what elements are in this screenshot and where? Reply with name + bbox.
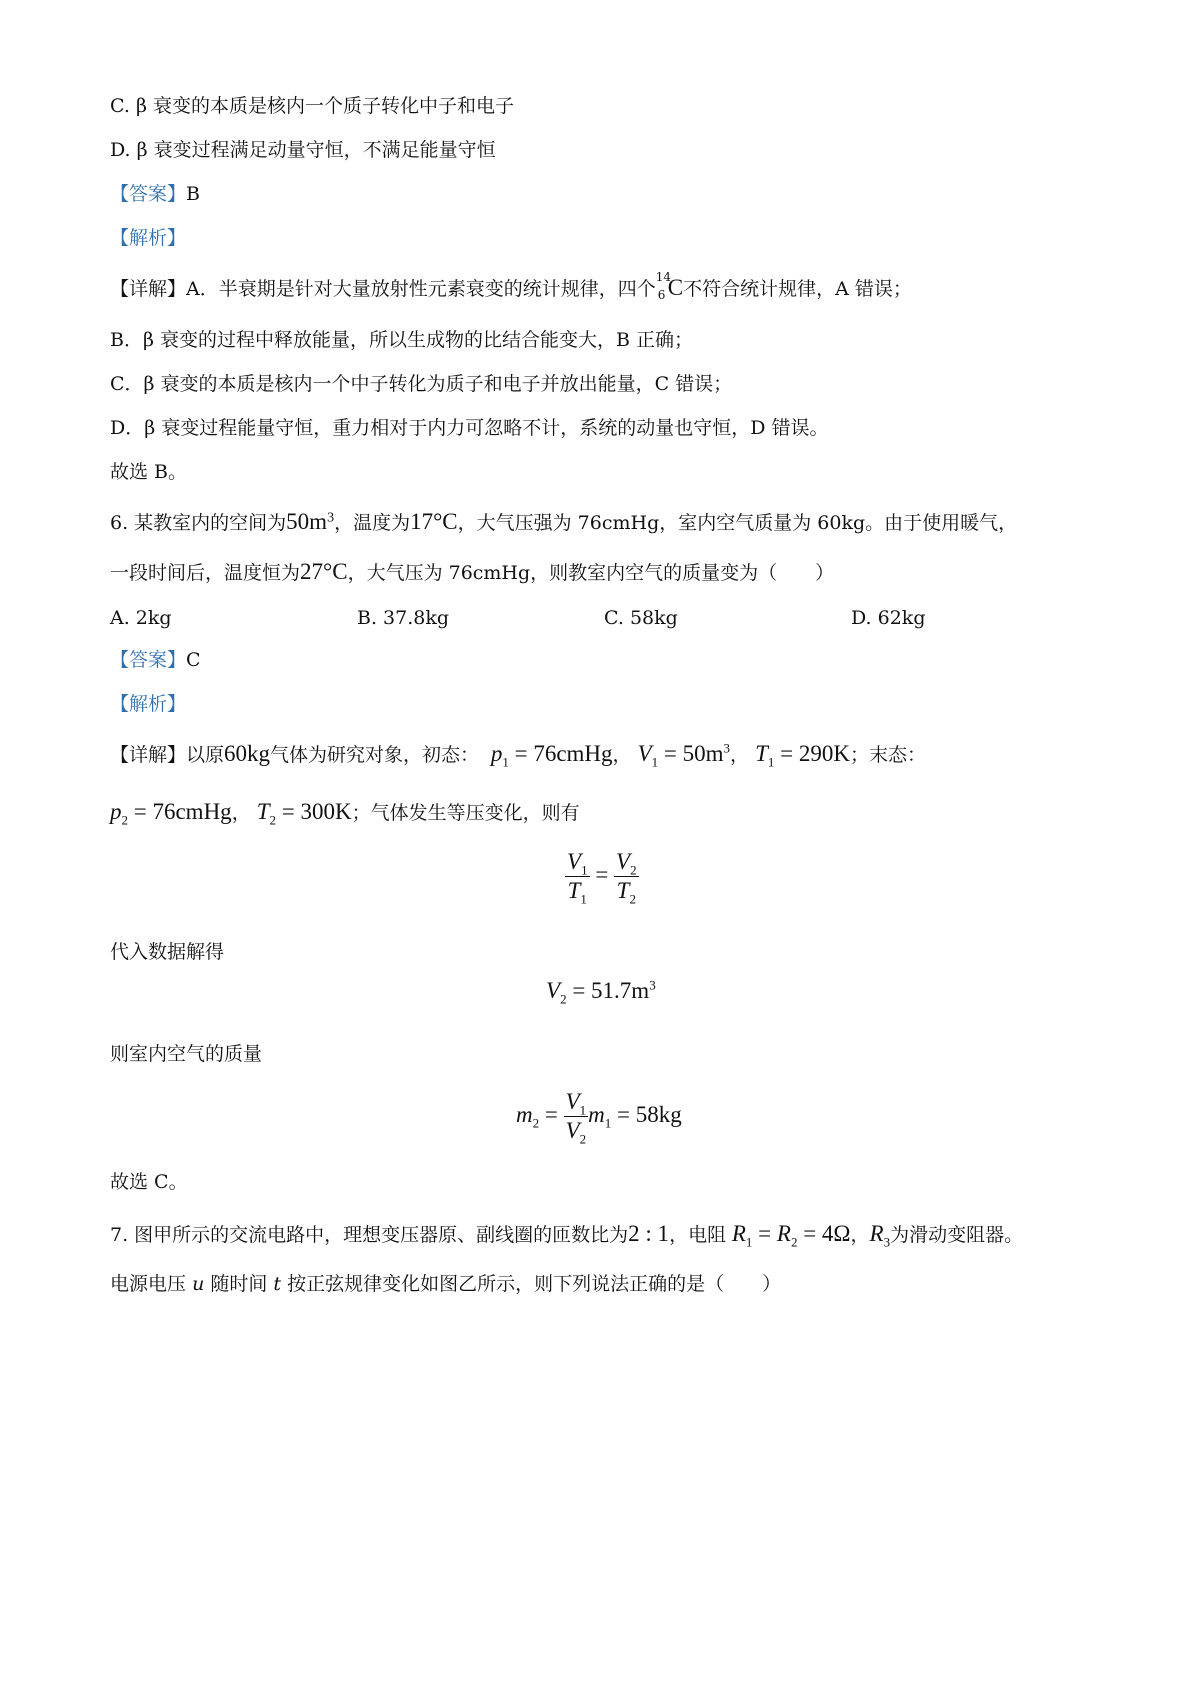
var-t: T (755, 741, 768, 766)
t1-equation (755, 741, 850, 770)
sub-1: 1 (767, 754, 775, 770)
q5-detail-a-tail: 不符合统计规律，A 错误； (683, 278, 912, 300)
var-t: t (273, 1273, 282, 1295)
separator: ， (612, 744, 632, 766)
sub-2: 2 (629, 891, 636, 907)
sub-2: 2 (269, 812, 277, 828)
detail-tag: 【详解】 (110, 744, 187, 766)
q7-stem-text: 为滑动变阻器。 (890, 1224, 1024, 1246)
q5-answer: B (186, 183, 200, 205)
sub-1: 1 (604, 1115, 612, 1131)
equals-sign: = (544, 1101, 558, 1127)
t1-value: = 290K (774, 741, 850, 766)
sub-1: 1 (580, 891, 587, 907)
sub-2: 2 (579, 1131, 587, 1147)
fraction-v2-t2 (614, 848, 639, 905)
answer-tag: 【答案】 (110, 183, 187, 205)
q6-temperature-2: 27°C (300, 559, 348, 584)
q6-answer: C (186, 649, 201, 671)
q6-answer-line (110, 646, 201, 674)
sub-1: 1 (651, 754, 659, 770)
separator: ， (850, 1224, 870, 1246)
t2-value: = 300K (276, 799, 352, 824)
sub-1: 1 (502, 754, 509, 770)
q7-stem-text: 随时间 (210, 1273, 268, 1295)
var-t: T (256, 799, 270, 824)
q6-analysis-tag: 【解析】 (110, 693, 187, 715)
q5-detail-b: B．β 衰变的过程中释放能量，所以生成物的比结合能变大，B 正确； (110, 329, 693, 351)
gas-law-equation (565, 848, 639, 905)
sup-3: 3 (649, 977, 656, 993)
fraction-v1-t1 (565, 848, 590, 905)
q6-option-d: D. 62kg (851, 607, 926, 629)
q6-initial-mass: 60kg (224, 741, 271, 766)
separator: ； (351, 802, 371, 824)
sub-2: 2 (630, 862, 637, 878)
q6-volume: 50m (286, 509, 328, 534)
q7-stem-line1 (110, 1220, 1023, 1249)
p2-value: = 76cmHg (128, 799, 232, 824)
nuclide-mass-number: 14 (655, 270, 672, 284)
var-v: V (565, 1118, 580, 1143)
q6-detail-text: 气体发生等压变化，则有 (370, 802, 580, 824)
q5-answer-line (110, 180, 200, 208)
var-r: R (731, 1221, 746, 1246)
r3-symbol (869, 1221, 891, 1250)
equals-sign: = (752, 1221, 777, 1246)
q6-stem-text: ，温度为 (334, 512, 411, 534)
q6-stem-text: 6. 某教室内的空间为 (110, 512, 287, 534)
p1-equation (485, 741, 613, 770)
equals-sign: = (595, 861, 609, 887)
var-t: T (616, 878, 630, 903)
nuclide-notation (655, 270, 672, 302)
q6-end-state-label: 末态： (869, 744, 927, 766)
answer-tag: 【答案】 (110, 649, 187, 671)
t2-equation (256, 799, 352, 828)
var-v: V (565, 1089, 580, 1114)
var-m: m (516, 1101, 533, 1127)
sub-3: 3 (883, 1234, 891, 1250)
q5-detail-c: C．β 衰变的本质是核内一个中子转化为质子和电子并放出能量，C 错误； (110, 373, 733, 395)
sub-1: 1 (745, 1234, 753, 1250)
q7-turns-ratio: 2 : 1 (628, 1221, 670, 1246)
detail-tag: 【详解】 (110, 278, 187, 300)
q6-volume-exponent: 3 (327, 510, 335, 526)
r1-r2-equation (726, 1221, 851, 1250)
v2-value: = 51.7m (566, 978, 650, 1003)
m2-value: = 58kg (611, 1101, 682, 1127)
sup-3: 3 (723, 740, 731, 756)
q6-detail-text: 以原 (186, 744, 225, 766)
q6-option-a: A. 2kg (110, 607, 172, 629)
q6-stem-line2 (110, 558, 834, 587)
q7-stem-text: 电源电压 (110, 1273, 187, 1295)
q6-stem-line1 (110, 508, 1017, 537)
q5-analysis-tag: 【解析】 (110, 227, 187, 249)
q5-option-d: D. β 衰变过程满足动量守恒，不满足能量守恒 (110, 139, 496, 161)
q6-stem-text: ，大气压强为 76cmHg，室内空气质量为 60kg。由于使用暖气， (457, 512, 1018, 534)
nuclide-symbol: C (667, 275, 684, 300)
q6-conclusion: 故选 C。 (110, 1171, 188, 1193)
var-v: V (567, 849, 582, 874)
var-t: T (567, 878, 581, 903)
var-r: R (869, 1221, 884, 1246)
var-v: V (616, 849, 631, 874)
resistance-value: = 4Ω (797, 1221, 851, 1246)
separator: ， (730, 744, 750, 766)
q7-stem-text: 按正弦规律变化如图乙所示，则下列说法正确的是（ ） (287, 1273, 782, 1295)
p1-value: = 76cmHg (508, 741, 613, 766)
var-v: V (546, 978, 561, 1003)
var-r: R (776, 1221, 791, 1246)
v1-value: = 50m (658, 741, 724, 766)
sub-2: 2 (121, 812, 128, 828)
q6-detail-line2 (110, 798, 580, 827)
p2-equation (110, 799, 232, 828)
sub-1: 1 (579, 1102, 587, 1118)
v2-result-equation (546, 977, 656, 1007)
q7-stem-text: ，电阻 (669, 1224, 727, 1246)
sub-2: 2 (790, 1234, 798, 1250)
v1-equation (637, 740, 731, 770)
fraction-v1-v2 (564, 1088, 589, 1145)
q6-mass-text: 则室内空气的质量 (110, 1043, 263, 1065)
q6-option-b: B. 37.8kg (357, 607, 450, 629)
q6-stem-text: 一段时间后，温度恒为 (110, 562, 301, 584)
q6-detail-text: 气体为研究对象，初态： (270, 744, 480, 766)
var-p: p (490, 741, 503, 766)
q6-option-c: C. 58kg (604, 607, 678, 629)
q7-stem-line2 (110, 1270, 781, 1298)
var-u: u (192, 1273, 205, 1295)
var-p: p (110, 799, 122, 824)
q5-conclusion: 故选 B。 (110, 461, 188, 483)
sub-2: 2 (560, 991, 567, 1007)
q6-stem-text: ，大气压为 76cmHg，则教室内空气的质量变为（ ） (347, 562, 835, 584)
var-m: m (588, 1101, 605, 1127)
var-v: V (637, 741, 652, 766)
q5-detail-d: D．β 衰变过程能量守恒，重力相对于内力可忽略不计，系统的动量也守恒，D 错误。 (110, 417, 829, 439)
sub-1: 1 (581, 862, 588, 878)
m2-result-equation (516, 1088, 682, 1145)
separator: ， (231, 802, 251, 824)
q5-detail-a (110, 270, 912, 303)
separator: ； (849, 744, 869, 766)
q5-detail-a-text: A．半衰期是针对大量放射性元素衰变的统计规律，四个 (186, 278, 656, 300)
q5-option-c: C. β 衰变的本质是核内一个质子转化中子和电子 (110, 95, 514, 117)
nuclide-atomic-number: 6 (657, 288, 666, 302)
q6-substitute-text: 代入数据解得 (110, 941, 225, 963)
sub-2: 2 (532, 1115, 540, 1131)
q6-detail-line1 (110, 740, 926, 769)
q6-temperature-1: 17°C (410, 509, 458, 534)
q7-stem-text: 7. 图甲所示的交流电路中，理想变压器原、副线圈的匝数比为 (110, 1224, 629, 1246)
